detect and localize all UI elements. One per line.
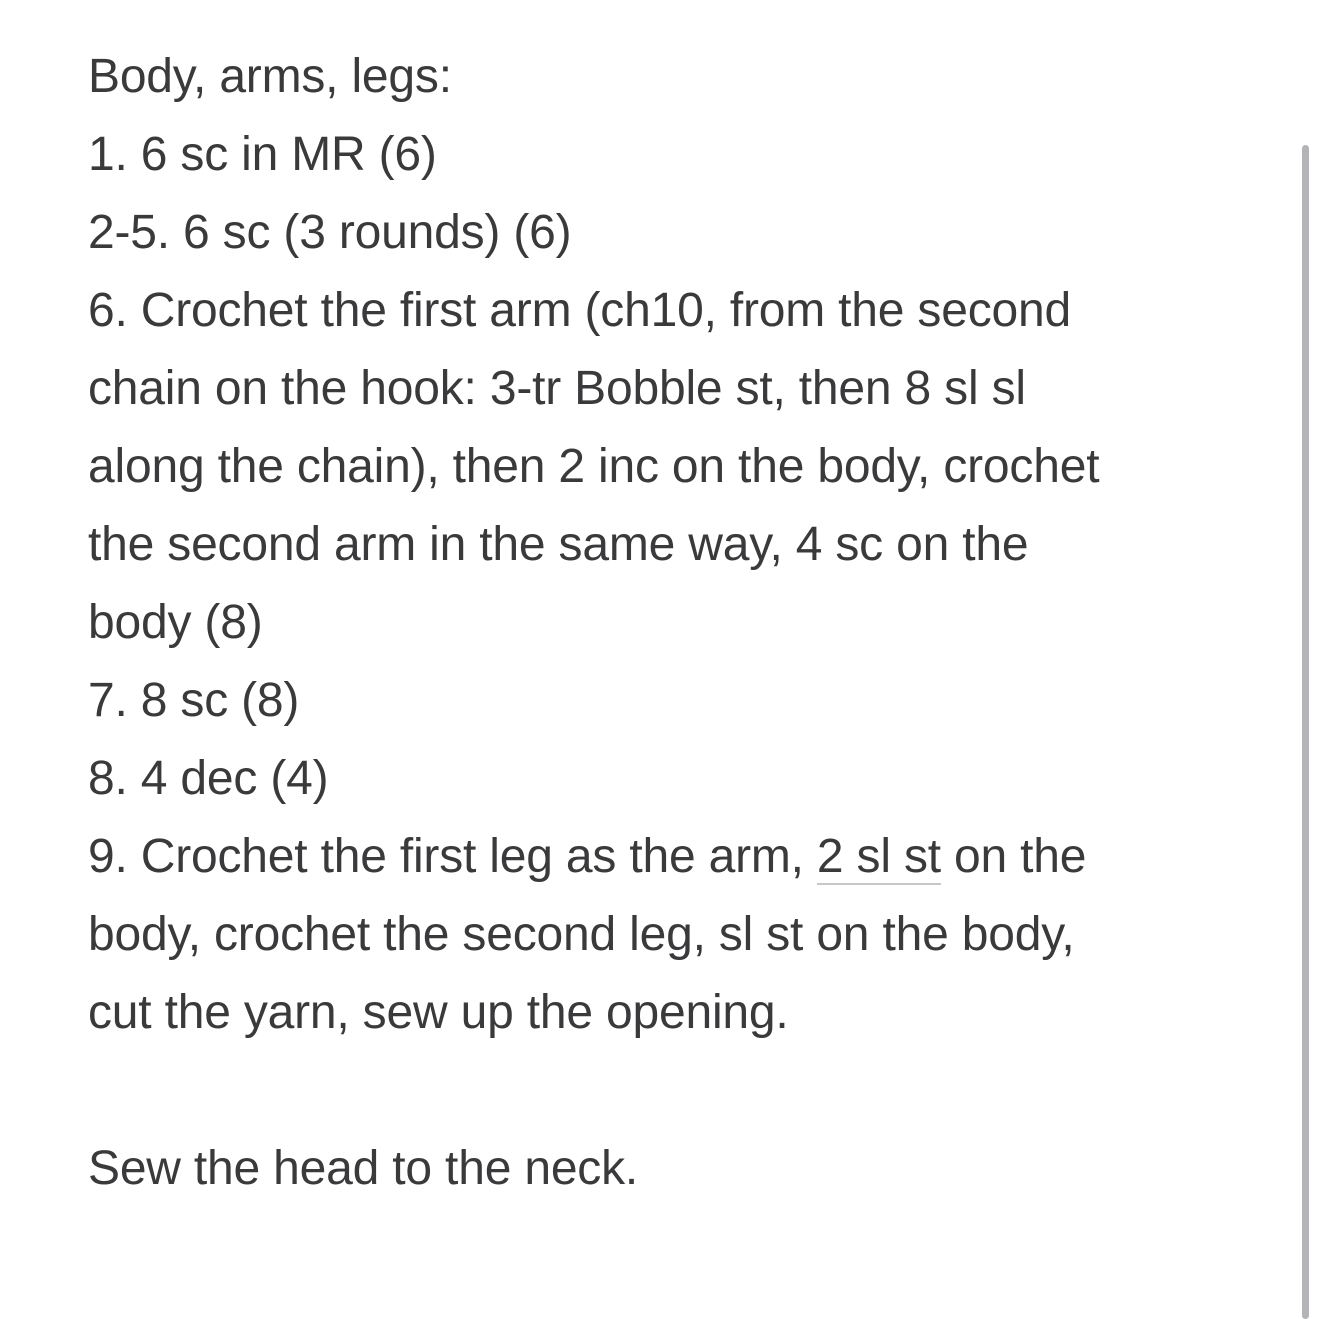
note-line: chain on the hook: 3-tr Bobble st, then 8 sl sl <box>88 362 1026 415</box>
data-detector-link[interactable]: 2 sl st <box>816 830 941 883</box>
note-line: 2-5. 6 sc (3 rounds) (6) <box>88 206 572 259</box>
note-line: 7. 8 sc (8) <box>88 674 300 727</box>
note-line: along the chain), then 2 inc on the body, crochet <box>88 440 1100 493</box>
note-line-final: Sew the head to the neck. <box>88 1142 639 1195</box>
note-line: the second arm in the same way, 4 sc on the <box>88 518 1029 571</box>
note-line: body, crochet the second leg, sl st on the body, <box>88 908 1075 961</box>
note-line: body (8) <box>88 596 263 649</box>
note-line-with-link <box>88 818 1218 896</box>
note-line: 8. 4 dec (4) <box>88 752 329 805</box>
note-line: Body, arms, legs: <box>88 50 452 103</box>
note-line: cut the yarn, sew up the opening. <box>88 986 789 1039</box>
note-line: 6. Crochet the first arm (ch10, from the second <box>88 284 1072 337</box>
vertical-scrollbar[interactable] <box>1302 145 1309 1319</box>
line-text-after-link: on the <box>940 830 1087 883</box>
blank-line <box>88 1052 1218 1130</box>
note-body[interactable] <box>88 38 1218 1208</box>
note-line: 1. 6 sc in MR (6) <box>88 128 437 181</box>
line-text-before-link: 9. Crochet the first leg as the arm, <box>88 830 817 883</box>
